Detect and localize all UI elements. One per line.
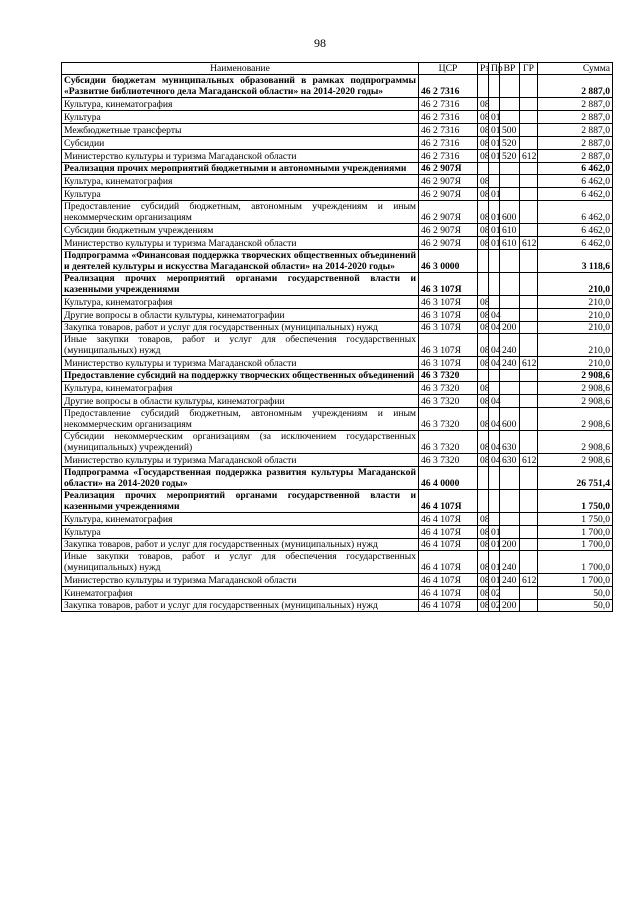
row-csr: 46 2 7316 <box>419 150 478 163</box>
row-rz: 08 <box>478 551 489 574</box>
row-name: Иные закупки товаров, работ и услуг для обеспечения государственных (муниципальных) нужд <box>62 334 419 357</box>
row-name: Министерство культуры и туризма Магаданской области <box>62 357 419 370</box>
row-name: Культура, кинематография <box>62 513 419 526</box>
row-vr: 600 <box>500 201 520 224</box>
row-rz: 08 <box>478 188 489 201</box>
row-vr: 200 <box>500 539 520 551</box>
row-csr: 46 3 7320 <box>419 382 478 395</box>
row-vr <box>500 467 520 490</box>
row-pr: 04 <box>489 408 500 431</box>
row-gr <box>520 526 538 539</box>
table-row <box>62 551 613 574</box>
row-csr: 46 3 107Я <box>419 273 478 296</box>
table-row <box>62 431 613 454</box>
row-rz: 08 <box>478 395 489 408</box>
row-gr <box>520 431 538 454</box>
table-row <box>62 513 613 526</box>
row-vr <box>500 188 520 201</box>
row-sum: 6 462,0 <box>538 237 613 250</box>
row-pr: 02 <box>489 600 500 612</box>
row-sum: 2 908,6 <box>538 431 613 454</box>
row-name: Реализация прочих мероприятий органами государственной власти и казенными учреждениями <box>62 490 419 513</box>
row-rz <box>478 490 489 513</box>
table-row <box>62 75 613 98</box>
row-pr: 04 <box>489 322 500 334</box>
row-csr: 46 3 0000 <box>419 250 478 273</box>
row-pr: 01 <box>489 237 500 250</box>
row-csr: 46 4 107Я <box>419 513 478 526</box>
row-rz: 08 <box>478 587 489 600</box>
row-vr <box>500 111 520 124</box>
row-sum: 1 700,0 <box>538 551 613 574</box>
row-pr <box>489 490 500 513</box>
row-sum: 26 751,4 <box>538 467 613 490</box>
row-pr: 01 <box>489 188 500 201</box>
row-gr <box>520 201 538 224</box>
row-gr <box>520 513 538 526</box>
row-sum: 210,0 <box>538 322 613 334</box>
row-name: Закупка товаров, работ и услуг для государственных (муниципальных) нужд <box>62 539 419 551</box>
row-gr <box>520 188 538 201</box>
row-sum: 2 887,0 <box>538 137 613 150</box>
row-vr <box>500 296 520 309</box>
row-csr: 46 2 907Я <box>419 224 478 237</box>
row-rz <box>478 273 489 296</box>
row-vr: 240 <box>500 357 520 370</box>
row-name: Реализация прочих мероприятий органами государственной власти и казенными учреждениями <box>62 273 419 296</box>
table-row <box>62 188 613 201</box>
row-name: Культура, кинематография <box>62 175 419 188</box>
row-name: Культура <box>62 526 419 539</box>
row-csr: 46 2 907Я <box>419 188 478 201</box>
row-gr <box>520 587 538 600</box>
table-row <box>62 237 613 250</box>
row-csr: 46 4 107Я <box>419 574 478 587</box>
row-csr: 46 3 7320 <box>419 408 478 431</box>
row-rz: 08 <box>478 309 489 322</box>
row-csr: 46 2 907Я <box>419 201 478 224</box>
row-csr: 46 2 7316 <box>419 111 478 124</box>
row-vr: 240 <box>500 574 520 587</box>
row-gr: 612 <box>520 357 538 370</box>
table-row <box>62 357 613 370</box>
row-name: Закупка товаров, работ и услуг для государственных (муниципальных) нужд <box>62 322 419 334</box>
table-row <box>62 454 613 467</box>
row-sum: 50,0 <box>538 600 613 612</box>
row-vr: 240 <box>500 334 520 357</box>
row-name: Культура, кинематография <box>62 382 419 395</box>
row-rz: 08 <box>478 150 489 163</box>
row-sum: 1 700,0 <box>538 539 613 551</box>
header-pr: Пр <box>489 63 500 75</box>
row-vr <box>500 382 520 395</box>
row-gr: 612 <box>520 237 538 250</box>
row-pr <box>489 75 500 98</box>
row-gr <box>520 273 538 296</box>
row-name: Министерство культуры и туризма Магаданской области <box>62 237 419 250</box>
table-row <box>62 150 613 163</box>
row-name: Иные закупки товаров, работ и услуг для обеспечения государственных (муниципальных) нужд <box>62 551 419 574</box>
table-row <box>62 467 613 490</box>
row-rz: 08 <box>478 124 489 137</box>
table-row <box>62 98 613 111</box>
row-gr <box>520 175 538 188</box>
row-gr <box>520 250 538 273</box>
row-pr: 01 <box>489 137 500 150</box>
row-name: Подпрограмма «Финансовая поддержка творческих общественных объединений и деятелей культуры и искусства Магаданской области» на 2014-2020 годы» <box>62 250 419 273</box>
table-row <box>62 137 613 150</box>
row-pr: 04 <box>489 334 500 357</box>
row-sum: 6 462,0 <box>538 163 613 175</box>
row-rz: 08 <box>478 111 489 124</box>
row-csr: 46 3 7320 <box>419 454 478 467</box>
row-vr <box>500 98 520 111</box>
row-name: Министерство культуры и туризма Магаданской области <box>62 150 419 163</box>
row-pr: 01 <box>489 150 500 163</box>
row-csr: 46 2 907Я <box>419 237 478 250</box>
row-name: Предоставление субсидий бюджетным, автономным учреждениям и иным некоммерческим организациям <box>62 408 419 431</box>
row-vr: 520 <box>500 137 520 150</box>
row-gr <box>520 322 538 334</box>
table-row <box>62 250 613 273</box>
table-row <box>62 334 613 357</box>
row-vr: 520 <box>500 150 520 163</box>
row-sum: 2 908,6 <box>538 454 613 467</box>
row-sum: 210,0 <box>538 357 613 370</box>
row-vr: 610 <box>500 224 520 237</box>
row-rz <box>478 75 489 98</box>
row-rz: 08 <box>478 382 489 395</box>
row-gr <box>520 334 538 357</box>
row-pr: 04 <box>489 431 500 454</box>
row-vr: 240 <box>500 551 520 574</box>
row-name: Другие вопросы в области культуры, кинематографии <box>62 309 419 322</box>
row-vr: 600 <box>500 408 520 431</box>
header-csr: ЦСР <box>419 63 478 75</box>
row-rz: 08 <box>478 431 489 454</box>
row-sum: 50,0 <box>538 587 613 600</box>
row-gr <box>520 467 538 490</box>
row-rz: 08 <box>478 539 489 551</box>
row-vr <box>500 273 520 296</box>
row-vr <box>500 309 520 322</box>
row-sum: 6 462,0 <box>538 201 613 224</box>
row-sum: 2 887,0 <box>538 111 613 124</box>
row-csr: 46 3 7320 <box>419 370 478 382</box>
row-sum: 6 462,0 <box>538 175 613 188</box>
row-rz: 08 <box>478 513 489 526</box>
header-sum: Сумма <box>538 63 613 75</box>
row-name: Министерство культуры и туризма Магаданской области <box>62 454 419 467</box>
row-sum: 2 908,6 <box>538 382 613 395</box>
row-pr <box>489 273 500 296</box>
table-row <box>62 600 613 612</box>
row-csr: 46 3 7320 <box>419 395 478 408</box>
row-name: Предоставление субсидий на поддержку творческих общественных объединений <box>62 370 419 382</box>
row-gr <box>520 490 538 513</box>
row-pr: 01 <box>489 526 500 539</box>
row-name: Реализация прочих мероприятий бюджетными и автономными учреждениями <box>62 163 419 175</box>
row-gr <box>520 163 538 175</box>
row-pr: 01 <box>489 124 500 137</box>
row-vr <box>500 513 520 526</box>
row-vr <box>500 75 520 98</box>
table-row <box>62 370 613 382</box>
row-csr: 46 3 107Я <box>419 322 478 334</box>
row-pr <box>489 513 500 526</box>
row-gr <box>520 551 538 574</box>
row-csr: 46 2 7316 <box>419 124 478 137</box>
row-rz <box>478 163 489 175</box>
row-vr <box>500 587 520 600</box>
row-name: Культура <box>62 188 419 201</box>
table-row <box>62 574 613 587</box>
row-name: Субсидии бюджетным учреждениям <box>62 224 419 237</box>
row-sum: 2 908,6 <box>538 370 613 382</box>
header-name: Наименование <box>62 63 419 75</box>
page-number: 98 <box>314 36 326 50</box>
row-csr: 46 4 107Я <box>419 587 478 600</box>
row-pr: 01 <box>489 574 500 587</box>
table-row <box>62 111 613 124</box>
row-csr: 46 2 907Я <box>419 163 478 175</box>
row-rz: 08 <box>478 237 489 250</box>
row-sum: 2 887,0 <box>538 75 613 98</box>
row-pr: 01 <box>489 551 500 574</box>
row-csr: 46 4 0000 <box>419 467 478 490</box>
table-row <box>62 124 613 137</box>
row-rz: 08 <box>478 574 489 587</box>
row-name: Культура, кинематография <box>62 296 419 309</box>
row-pr <box>489 467 500 490</box>
row-gr <box>520 124 538 137</box>
row-pr <box>489 250 500 273</box>
row-sum: 6 462,0 <box>538 224 613 237</box>
row-gr <box>520 296 538 309</box>
row-gr: 612 <box>520 454 538 467</box>
table-row <box>62 224 613 237</box>
row-csr: 46 4 107Я <box>419 526 478 539</box>
row-name: Закупка товаров, работ и услуг для государственных (муниципальных) нужд <box>62 600 419 612</box>
row-pr <box>489 175 500 188</box>
row-name: Межбюджетные трансферты <box>62 124 419 137</box>
row-pr: 01 <box>489 111 500 124</box>
row-sum: 1 700,0 <box>538 574 613 587</box>
row-gr <box>520 382 538 395</box>
row-sum: 2 908,6 <box>538 395 613 408</box>
table-row <box>62 395 613 408</box>
row-pr <box>489 163 500 175</box>
row-rz: 08 <box>478 175 489 188</box>
row-csr: 46 3 107Я <box>419 309 478 322</box>
row-gr <box>520 539 538 551</box>
row-pr: 04 <box>489 395 500 408</box>
row-rz: 08 <box>478 600 489 612</box>
row-rz: 08 <box>478 224 489 237</box>
table-row <box>62 309 613 322</box>
row-csr: 46 3 7320 <box>419 431 478 454</box>
row-rz: 08 <box>478 98 489 111</box>
row-vr <box>500 370 520 382</box>
row-gr <box>520 370 538 382</box>
table-row <box>62 526 613 539</box>
header-gr: ГР <box>520 63 538 75</box>
row-sum: 210,0 <box>538 273 613 296</box>
row-vr <box>500 490 520 513</box>
row-pr <box>489 370 500 382</box>
row-pr: 04 <box>489 454 500 467</box>
budget-table <box>61 62 613 612</box>
row-csr: 46 2 7316 <box>419 98 478 111</box>
row-pr: 01 <box>489 224 500 237</box>
row-csr: 46 2 7316 <box>419 75 478 98</box>
row-gr <box>520 137 538 150</box>
row-name: Субсидии <box>62 137 419 150</box>
row-sum: 3 118,6 <box>538 250 613 273</box>
table-row <box>62 273 613 296</box>
row-rz <box>478 370 489 382</box>
row-rz <box>478 250 489 273</box>
row-rz: 08 <box>478 454 489 467</box>
table-row <box>62 163 613 175</box>
row-rz <box>478 467 489 490</box>
row-csr: 46 2 7316 <box>419 137 478 150</box>
row-vr <box>500 395 520 408</box>
row-sum: 6 462,0 <box>538 188 613 201</box>
row-gr <box>520 309 538 322</box>
row-sum: 2 887,0 <box>538 124 613 137</box>
row-rz: 08 <box>478 357 489 370</box>
row-rz: 08 <box>478 526 489 539</box>
row-vr: 500 <box>500 124 520 137</box>
row-rz: 08 <box>478 296 489 309</box>
row-sum: 2 887,0 <box>538 98 613 111</box>
row-name: Подпрограмма «Государственная поддержка развития культуры Магаданской области» на 2014-2020 годы» <box>62 467 419 490</box>
table-row <box>62 539 613 551</box>
row-pr: 02 <box>489 587 500 600</box>
row-gr <box>520 224 538 237</box>
row-csr: 46 4 107Я <box>419 490 478 513</box>
row-gr: 612 <box>520 150 538 163</box>
row-sum: 1 750,0 <box>538 490 613 513</box>
row-pr <box>489 296 500 309</box>
row-gr <box>520 98 538 111</box>
row-name: Субсидии некоммерческим организациям (за исключением государственных (муниципальных) учреждений) <box>62 431 419 454</box>
row-name: Культура, кинематография <box>62 98 419 111</box>
row-gr <box>520 111 538 124</box>
table-row <box>62 201 613 224</box>
table-row <box>62 408 613 431</box>
row-pr <box>489 98 500 111</box>
header-row <box>62 63 613 75</box>
row-rz: 08 <box>478 334 489 357</box>
row-gr <box>520 408 538 431</box>
row-pr: 04 <box>489 309 500 322</box>
row-csr: 46 3 107Я <box>419 357 478 370</box>
row-vr: 200 <box>500 322 520 334</box>
row-vr <box>500 163 520 175</box>
table-row <box>62 175 613 188</box>
row-pr: 04 <box>489 357 500 370</box>
row-name: Кинематография <box>62 587 419 600</box>
row-csr: 46 2 907Я <box>419 175 478 188</box>
row-sum: 1 700,0 <box>538 526 613 539</box>
row-vr: 630 <box>500 454 520 467</box>
row-vr: 200 <box>500 600 520 612</box>
table-row <box>62 296 613 309</box>
row-rz: 08 <box>478 322 489 334</box>
row-csr: 46 4 107Я <box>419 600 478 612</box>
row-rz: 08 <box>478 137 489 150</box>
row-sum: 2 908,6 <box>538 408 613 431</box>
row-pr <box>489 382 500 395</box>
row-name: Субсидии бюджетам муниципальных образований в рамках подпрограммы «Развитие библиотечного дела Магаданской области» на 2014-2020 годы» <box>62 75 419 98</box>
table-row <box>62 490 613 513</box>
row-csr: 46 4 107Я <box>419 539 478 551</box>
row-gr <box>520 395 538 408</box>
row-vr: 610 <box>500 237 520 250</box>
row-vr <box>500 175 520 188</box>
row-csr: 46 4 107Я <box>419 551 478 574</box>
row-sum: 1 750,0 <box>538 513 613 526</box>
row-sum: 2 887,0 <box>538 150 613 163</box>
header-vr: ВР <box>500 63 520 75</box>
table-row <box>62 382 613 395</box>
row-sum: 210,0 <box>538 309 613 322</box>
row-csr: 46 3 107Я <box>419 296 478 309</box>
table-row <box>62 587 613 600</box>
row-gr <box>520 75 538 98</box>
row-pr: 01 <box>489 539 500 551</box>
row-sum: 210,0 <box>538 334 613 357</box>
row-vr <box>500 526 520 539</box>
header-rz: Рз <box>478 63 489 75</box>
row-gr <box>520 600 538 612</box>
row-rz: 08 <box>478 201 489 224</box>
row-sum: 210,0 <box>538 296 613 309</box>
row-name: Министерство культуры и туризма Магаданской области <box>62 574 419 587</box>
row-pr: 01 <box>489 201 500 224</box>
row-name: Предоставление субсидий бюджетным, автономным учреждениям и иным некоммерческим организациям <box>62 201 419 224</box>
row-vr <box>500 250 520 273</box>
row-name: Другие вопросы в области культуры, кинематографии <box>62 395 419 408</box>
row-name: Культура <box>62 111 419 124</box>
row-csr: 46 3 107Я <box>419 334 478 357</box>
row-rz: 08 <box>478 408 489 431</box>
row-vr: 630 <box>500 431 520 454</box>
row-gr: 612 <box>520 574 538 587</box>
table-row <box>62 322 613 334</box>
